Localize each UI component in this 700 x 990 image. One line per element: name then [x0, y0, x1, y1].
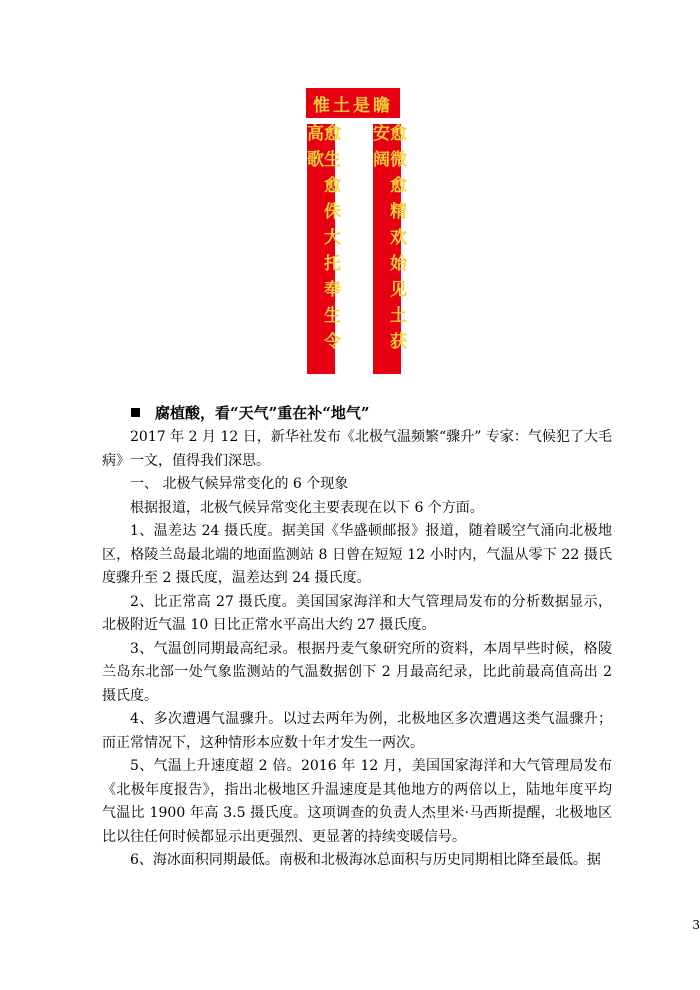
paragraph: 1、温差达 24 摄氏度。据美国《华盛顿邮报》报道，随着暖空气涌向北极地区，格陵兰岛最北端的地面监测站 8 日曾在短短 12 小时内，气温从零下 22 摄氏度骤升至 2 摄氏度，温差达到 24 摄氏度。	[102, 523, 612, 586]
paragraph: 5、气温上升速度超 2 倍。2016 年 12 月，美国国家海洋和大气管理局发布《北极年度报告》，指出北极地区升温速度是其他地方的两倍以上，陆地年度平均气温比 1900 年高 3.5 摄氏度。这项调查的负责人杰里米·马西斯提醒，北极地区比以往任何时候都显示出更强烈、更显著的持续变暖信号。	[102, 758, 612, 845]
paragraph: 6、海冰面积同期最低。南极和北极海冰总面积与历史同期相比降至最低。据	[130, 852, 601, 868]
article-body	[102, 426, 612, 873]
couplet-banner: 惟土是瞻	[306, 88, 400, 118]
section-heading	[131, 402, 370, 423]
paragraph: 4、多次遭遇气温骤升。以过去两年为例，北极地区多次遭遇这类气温骤升；而正常情况下，这种情形本应数十年才发生一两次。	[102, 711, 612, 751]
couplet-right-scroll: 愈微愈精欢始见土获安阔	[373, 124, 401, 374]
paragraph: 根据报道，北极气候异常变化主要表现在以下 6 个方面。	[130, 499, 484, 516]
page-number: 3	[692, 918, 700, 932]
square-bullet-icon	[131, 408, 140, 417]
paragraph: 3、气温创同期最高纪录。根据丹麦气象研究所的资料，本周早些时候，格陵兰岛东北部一处气象监测站的气温数据创下 2 月最高纪录，比此前最高值高出 2 摄氏度。	[102, 640, 612, 704]
section-heading-text: 腐植酸，看“天气”重在补“地气”	[155, 404, 370, 422]
paragraph: 2、比正常高 27 摄氏度。美国国家海洋和大气管理局发布的分析数据显示，北极附近气温 10 日比正常水平高出大约 27 摄氏度。	[102, 593, 612, 633]
couplet-left-scroll: 愈生愈侏大托奉生令高歌	[307, 124, 335, 374]
paragraph: 2017 年 2 月 12 日，新华社发布《北极气温频繁“骤升” 专家：气候犯了大毛病》一文，值得我们深思。	[102, 429, 612, 469]
paragraph: 一、 北极气候异常变化的 6 个现象	[130, 476, 349, 492]
